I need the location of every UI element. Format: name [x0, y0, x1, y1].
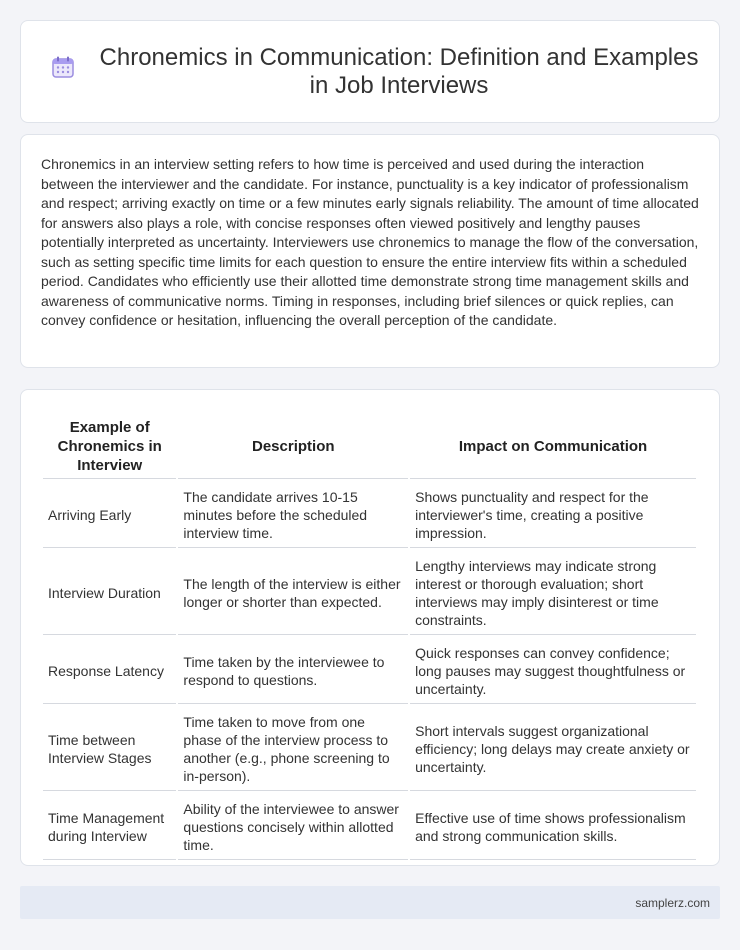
cell-description: The length of the interview is either longer or shorter than expected. [178, 550, 408, 635]
table-row [43, 550, 696, 635]
column-header-impact: Impact on Communication [410, 412, 696, 479]
table-row [43, 637, 696, 704]
chronemics-table [41, 410, 698, 862]
footer-site-link[interactable]: samplerz.com [635, 895, 710, 910]
column-header-example: Example of Chronemics in Interview [43, 412, 176, 479]
column-header-description: Description [178, 412, 408, 479]
intro-card [20, 134, 720, 368]
page-title: Chronemics in Communication: Definition and Examples in Job Interviews [99, 43, 699, 99]
cell-impact: Quick responses can convey confidence; long pauses may suggest thoughtfulness or uncertainty. [410, 637, 696, 704]
table-header-row [43, 412, 696, 479]
cell-description: Ability of the interviewee to answer questions concisely within allotted time. [178, 793, 408, 860]
calendar-icon [51, 55, 75, 79]
intro-paragraph: Chronemics in an interview setting refers to how time is perceived and used during the interaction between the interviewer and the candidate. For instance, punctuality is a key indicator of professionalism and respect; arriving exactly on time or a few minutes early signals reliability. The amount of time allocated for answers also plays a role, with concise responses often viewed positively and lengthy pauses potentially interpreted as uncertainty. Interviewers use chronemics to manage the flow of the conversation, such as setting specific time limits for each question to ensure the entire interview fits within a scheduled period. Candidates who efficiently use their allotted time demonstrate strong time management skills and awareness of communicative norms. Timing in responses, including brief silences or quick replies, can convey confidence or hesitation, influencing the overall perception of the candidate. [41, 156, 699, 328]
cell-description: The candidate arrives 10-15 minutes before the scheduled interview time. [178, 481, 408, 548]
header-card [20, 20, 720, 123]
cell-example: Response Latency [43, 637, 176, 704]
cell-impact: Effective use of time shows professionalism and strong communication skills. [410, 793, 696, 860]
table-row [43, 793, 696, 860]
footer-bar [20, 886, 720, 919]
table-card [20, 389, 720, 866]
table-row [43, 706, 696, 791]
cell-example: Time Management during Interview [43, 793, 176, 860]
cell-description: Time taken by the interviewee to respond to questions. [178, 637, 408, 704]
cell-example: Time between Interview Stages [43, 706, 176, 791]
cell-impact: Short intervals suggest organizational efficiency; long delays may create anxiety or uncertainty. [410, 706, 696, 791]
cell-example: Interview Duration [43, 550, 176, 635]
table-row [43, 481, 696, 548]
cell-example: Arriving Early [43, 481, 176, 548]
cell-impact: Shows punctuality and respect for the interviewer's time, creating a positive impression. [410, 481, 696, 548]
cell-description: Time taken to move from one phase of the interview process to another (e.g., phone screening to in-person). [178, 706, 408, 791]
cell-impact: Lengthy interviews may indicate strong interest or thorough evaluation; short interviews may imply disinterest or time constraints. [410, 550, 696, 635]
